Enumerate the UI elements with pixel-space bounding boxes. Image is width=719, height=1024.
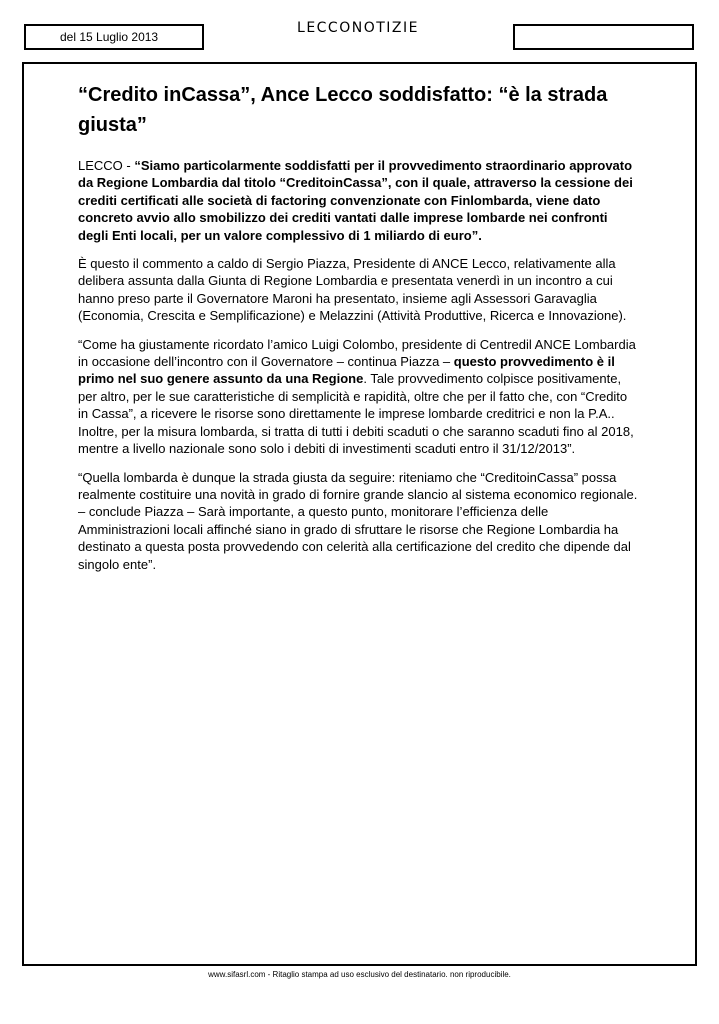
article-body xyxy=(78,80,638,584)
publication-date: del 15 Luglio 2013 xyxy=(60,30,159,44)
date-box xyxy=(24,24,204,50)
footer-disclaimer: www.sifasrl.com - Ritaglio stampa ad uso esclusivo del destinatario. non riproducibile. xyxy=(208,970,511,979)
article-title: “Credito inCassa”, Ance Lecco soddisfatto: “è la strada giusta” xyxy=(78,84,608,136)
paragraph-1 xyxy=(78,157,638,244)
paragraph-3-intro: “Come ha giustamente ricordato l’amico Luigi Colombo, presidente di Centredil ANCE Lombardia in occasione dell’incontro con il Governatore – continua Piazza – xyxy=(78,336,636,370)
paragraph-3-rest: . Tale provvedimento colpisce positivamente, per altro, per le sue caratteristiche di semplicità e rapidità, oltre che per il fatto che, con “Credito in Cassa”, a ricevere le risorse sono direttamente le imprese lombarde creditrici e non la P.A.. Inoltre, per la misura lombarda, si tratta di tutti i debiti scaduti o che saranno scaduti fino al 2018, mentre a livello nazionale sono solo i debiti di investimenti scaduti entro il 31/12/2013”. xyxy=(78,371,634,457)
dateline: LECCO - xyxy=(78,158,135,173)
lead-quote: “Siamo particolarmente soddisfatti per il provvedimento straordinario approvato da Regione Lombardia dal titolo “CreditoinCassa”, con il quale, attraverso la cessione dei crediti certificati alle società di factoring convenzionate con Finlombarda, viene dato concreto avvio allo smobilizzo dei crediti vantati dalle imprese lombarde nei confronti degli Enti locali, per un valore complessivo di 1 miliardo di euro”. xyxy=(78,158,633,243)
paragraph-4: “Quella lombarda è dunque la strada giusta da seguire: riteniamo che “CreditoinCassa” possa realmente costituire una novità in grado di fornire grande slancio al sistema economico regionale. – conclude Piazza – Sarà importante, a questo punto, monitorare l’efficienza delle Amministrazioni locali affinché siano in grado di sfruttare le risorse che Regione Lombardia ha destinato a questa posta provvedendo con celerità alla certificazione del credito che dipende dal singolo ente”. xyxy=(78,469,638,572)
masthead-source: LECCONOTIZIE xyxy=(297,20,419,36)
empty-header-box xyxy=(513,24,694,50)
paragraph-3-highlight: questo provvedimento è il primo nel suo genere assunto da una Regione xyxy=(78,354,615,387)
paragraph-3 xyxy=(78,336,638,458)
paragraph-2: È questo il commento a caldo di Sergio Piazza, Presidente di ANCE Lecco, relativamente alla delibera assunta dalla Giunta di Regione Lombardia e presentata venerdì in un incontro a cui hanno preso parte il Governatore Maroni ha presentato, insieme agli Assessori Garavaglia (Economia, Crescita e Semplificazione) e Melazzini (Attività Produttive, Ricerca e Innovazione). xyxy=(78,256,627,324)
